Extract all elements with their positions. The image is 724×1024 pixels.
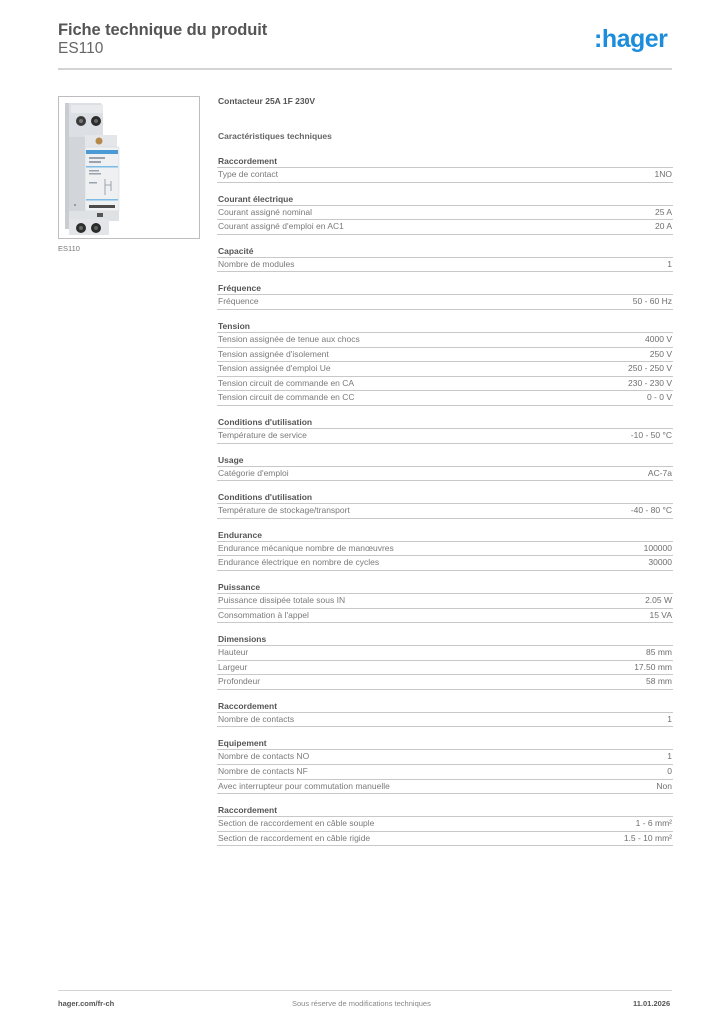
hager-logo: :hager — [594, 25, 668, 53]
spec-value: 1 — [667, 713, 672, 724]
spec-table — [217, 155, 673, 856]
spec-label: Section de raccordement en câble souple — [218, 818, 375, 829]
spec-label: Hauteur — [218, 647, 249, 658]
spec-row — [217, 832, 673, 847]
spec-row — [217, 675, 673, 690]
spec-value: -10 - 50 °C — [630, 429, 672, 440]
spec-value: 50 - 60 Hz — [632, 296, 672, 307]
spec-label: Section de raccordement en câble rigide — [218, 832, 371, 843]
spec-value: Non — [656, 780, 672, 791]
spec-label: Courant assigné nominal — [218, 206, 313, 217]
spec-row — [217, 295, 673, 310]
product-image — [58, 96, 200, 239]
spec-group-title: Conditions d'utilisation — [217, 491, 673, 504]
spec-label: Nombre de contacts NF — [218, 766, 308, 777]
spec-group-usage — [217, 454, 673, 482]
spec-label: Nombre de contacts NO — [218, 751, 310, 762]
spec-label: Tension circuit de commande en CA — [218, 377, 355, 388]
spec-group-title: Endurance — [217, 529, 673, 542]
spec-group-title: Courant électrique — [217, 193, 673, 206]
spec-label: Endurance mécanique nombre de manœuvres — [218, 542, 394, 553]
spec-label: Type de contact — [218, 169, 279, 179]
spec-row — [217, 391, 673, 406]
spec-value: 1 - 6 mm² — [635, 818, 672, 829]
spec-label: Tension assignée de tenue aux chocs — [218, 333, 360, 344]
spec-label: Fréquence — [218, 296, 259, 307]
spec-value: 85 mm — [646, 647, 672, 658]
spec-row — [217, 348, 673, 363]
spec-row — [217, 594, 673, 609]
spec-group-puissance — [217, 581, 673, 623]
spec-row — [217, 780, 673, 795]
spec-value: 2.05 W — [645, 594, 672, 605]
spec-row — [217, 765, 673, 780]
spec-value: AC-7a — [647, 467, 672, 478]
spec-row — [217, 556, 673, 571]
product-code: ES110 — [58, 40, 104, 57]
spec-group-title: Equipement — [217, 737, 673, 750]
spec-label: Avec interrupteur pour commutation manuelle — [218, 780, 390, 791]
spec-label: Courant assigné d'emploi en AC1 — [218, 221, 344, 232]
spec-value: 25 A — [654, 206, 672, 217]
spec-value: 0 — [667, 766, 672, 777]
spec-label: Consommation à l'appel — [218, 609, 309, 620]
spec-row — [217, 713, 673, 728]
spec-label: Catégorie d'emploi — [218, 467, 289, 478]
spec-row — [217, 504, 673, 519]
document-title: Fiche technique du produit — [58, 21, 268, 39]
footer-disclaimer: Sous réserve de modifications techniques — [292, 999, 431, 1008]
spec-group-dimensions — [217, 633, 673, 690]
spec-group-frequence — [217, 282, 673, 310]
spec-value: 1 — [667, 751, 672, 762]
spec-label: Tension assignée d'isolement — [218, 348, 329, 359]
spec-label: Largeur — [218, 661, 248, 672]
spec-row — [217, 429, 673, 444]
spec-value: 1.5 - 10 mm² — [623, 832, 672, 843]
spec-group-title: Fréquence — [217, 282, 673, 295]
spec-group-title: Raccordement — [217, 155, 673, 168]
spec-value: -40 - 80 °C — [630, 505, 672, 516]
spec-label: Profondeur — [218, 676, 261, 687]
spec-label: Tension circuit de commande en CC — [218, 392, 355, 403]
spec-value: 100000 — [643, 542, 672, 553]
product-image-caption: ES110 — [58, 244, 80, 253]
spec-label: Tension assignée d'emploi Ue — [218, 363, 331, 374]
contactor-device-icon — [59, 97, 199, 238]
spec-value: 17.50 mm — [634, 661, 672, 672]
spec-group-title: Capacité — [217, 245, 673, 258]
spec-value: 1 — [667, 258, 672, 269]
spec-group-title: Tension — [217, 320, 673, 333]
spec-group-title: Conditions d'utilisation — [217, 416, 673, 429]
spec-group-title: Dimensions — [217, 633, 673, 646]
spec-row — [217, 467, 673, 482]
spec-label: Nombre de modules — [218, 258, 295, 269]
spec-value: 30000 — [648, 557, 672, 568]
spec-row — [217, 661, 673, 676]
spec-label: Température de stockage/transport — [218, 505, 350, 516]
spec-section-heading: Caractéristiques techniques — [218, 131, 332, 141]
spec-row — [217, 333, 673, 348]
spec-group-raccordement — [217, 155, 673, 183]
footer-divider — [58, 990, 672, 991]
spec-row — [217, 750, 673, 765]
spec-value: 250 V — [649, 348, 672, 359]
spec-row — [217, 362, 673, 377]
spec-row — [217, 377, 673, 392]
spec-group-equipement — [217, 737, 673, 794]
spec-value: 4000 V — [645, 333, 672, 344]
spec-value: 15 VA — [649, 609, 672, 620]
spec-value: 250 - 250 V — [628, 363, 672, 374]
spec-row — [217, 609, 673, 624]
spec-group-courant-electrique — [217, 193, 673, 235]
spec-group-title: Raccordement — [217, 700, 673, 713]
spec-value: 58 mm — [646, 676, 672, 687]
spec-label: Endurance électrique en nombre de cycles — [218, 557, 380, 568]
spec-row — [217, 817, 673, 832]
spec-group-raccordement-section — [217, 804, 673, 846]
spec-group-conditions-utilisation-stockage — [217, 491, 673, 519]
footer-website-link[interactable]: hager.com/fr-ch — [58, 999, 115, 1008]
spec-label: Nombre de contacts — [218, 713, 295, 724]
product-name: Contacteur 25A 1F 230V — [218, 96, 315, 106]
spec-row — [217, 646, 673, 661]
spec-value: 1NO — [654, 169, 672, 179]
spec-group-endurance — [217, 529, 673, 571]
spec-row — [217, 168, 673, 183]
spec-group-tension — [217, 320, 673, 406]
spec-value: 20 A — [654, 221, 672, 232]
spec-group-title: Usage — [217, 454, 673, 467]
footer-date: 11.01.2026 — [633, 999, 671, 1008]
spec-group-title: Puissance — [217, 581, 673, 594]
spec-row — [217, 542, 673, 557]
spec-value: 0 - 0 V — [646, 392, 672, 403]
spec-group-conditions-utilisation — [217, 416, 673, 444]
spec-row — [217, 220, 673, 235]
spec-group-capacite — [217, 245, 673, 273]
spec-label: Puissance dissipée totale sous IN — [218, 594, 346, 605]
spec-label: Température de service — [218, 429, 307, 440]
header-divider — [58, 68, 672, 70]
spec-value: 230 - 230 V — [628, 377, 672, 388]
spec-group-title: Raccordement — [217, 804, 673, 817]
spec-group-raccordement-contacts — [217, 700, 673, 728]
spec-row — [217, 206, 673, 221]
spec-row — [217, 258, 673, 273]
